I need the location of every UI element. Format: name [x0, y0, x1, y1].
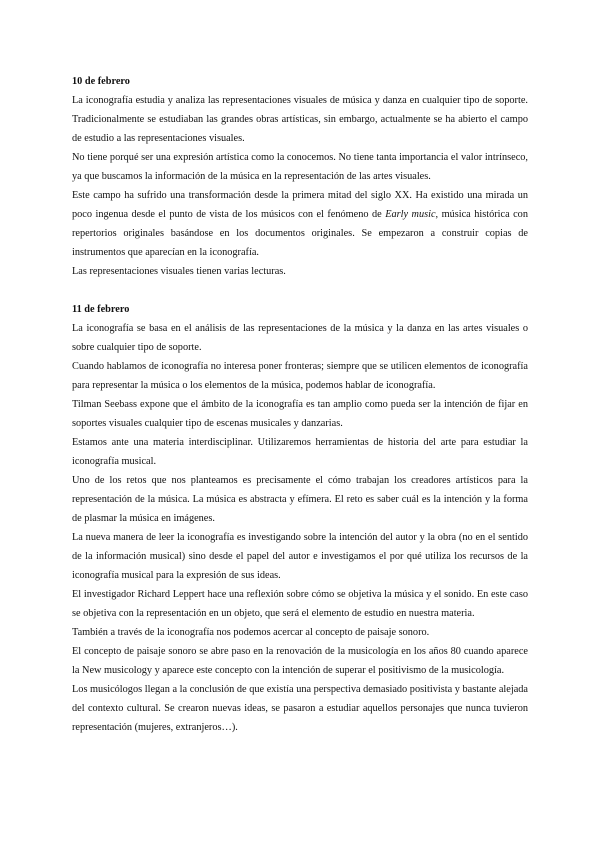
section-date-heading: 10 de febrero [72, 76, 130, 87]
paragraph-text: Este campo ha sufrido una transformación desde la primera mitad del siglo XX. Ha existido una mirada un poco ingenua desde el punto de vista de los músicos con el fenómeno de [72, 190, 528, 220]
paragraph: Cuando hablamos de iconografía no interesa poner fronteras; siempre que se utilicen elementos de iconografía para representar la música o los elementos de la música, podemos hablar de iconografía. [72, 361, 528, 391]
paragraph: Uno de los retos que nos planteamos es precisamente el cómo trabajan los creadores artísticos para la representación de la música. La música es abstracta y efímera. El reto es saber cuál es la intención y la forma de plasmar la música en imágenes. [72, 475, 528, 524]
paragraph: La iconografía se basa en el análisis de las representaciones de la música y la danza en las artes visuales o sobre cualquier tipo de soporte. [72, 323, 528, 353]
paragraph: Los musicólogos llegan a la conclusión de que existía una perspectiva demasiado positivista y bastante alejada del contexto cultural. Se crearon nuevas ideas, se pasaron a estudiar aquellos personajes que nunca tuvieron representación (mujeres, extranjeros…). [72, 684, 528, 733]
section-spacer [72, 281, 528, 300]
paragraph: Estamos ante una materia interdisciplinar. Utilizaremos herramientas de historia del arte para estudiar la iconografía musical. [72, 437, 528, 467]
paragraph: Las representaciones visuales tienen varias lecturas. [72, 266, 286, 277]
paragraph: La nueva manera de leer la iconografía es investigando sobre la intención del autor y la obra (no en el sentido de la información musical) sino desde el papel del autor e investigamos el por qué utiliza los recursos de la iconografía musical para la expresión de sus ideas. [72, 532, 528, 581]
section-date-heading: 11 de febrero [72, 304, 130, 315]
paragraph: También a través de la iconografía nos podemos acercar al concepto de paisaje sonoro. [72, 627, 430, 638]
paragraph: No tiene porqué ser una expresión artística como la conocemos. No tiene tanta importancia el valor intrínseco, ya que buscamos la información de la música en la representación de las artes visuales. [72, 152, 528, 182]
paragraph: El concepto de paisaje sonoro se abre paso en la renovación de la musicología en los años 80 cuando aparece la New musicology y aparece este concepto con la intención de superar el positivismo de la musicología. [72, 646, 528, 676]
paragraph [72, 186, 528, 262]
paragraph: Tilman Seebass expone que el ámbito de la iconografía es tan amplio como pueda ser la intención de fijar en soportes visuales cualquier tipo de escenas musicales y danzarias. [72, 399, 528, 429]
paragraph: La iconografía estudia y analiza las representaciones visuales de música y danza en cualquier tipo de soporte. Tradicionalmente se estudiaban las grandes obras artísticas, sin embargo, actualmente se ha abierto el campo de estudio a las representaciones visuales. [72, 95, 528, 144]
paragraph: El investigador Richard Leppert hace una reflexión sobre cómo se objetiva la música y el sonido. En este caso se objetiva con la representación en un objeto, que será el elemento de estudio en nuestra materia. [72, 589, 528, 619]
italic-term: Early music [385, 209, 436, 220]
paragraph-text: , música histórica con repertorios originales basándose en los documentos originales. Se empezaron a construir copias de instrumentos que aparecían en la iconografía. [72, 209, 528, 258]
